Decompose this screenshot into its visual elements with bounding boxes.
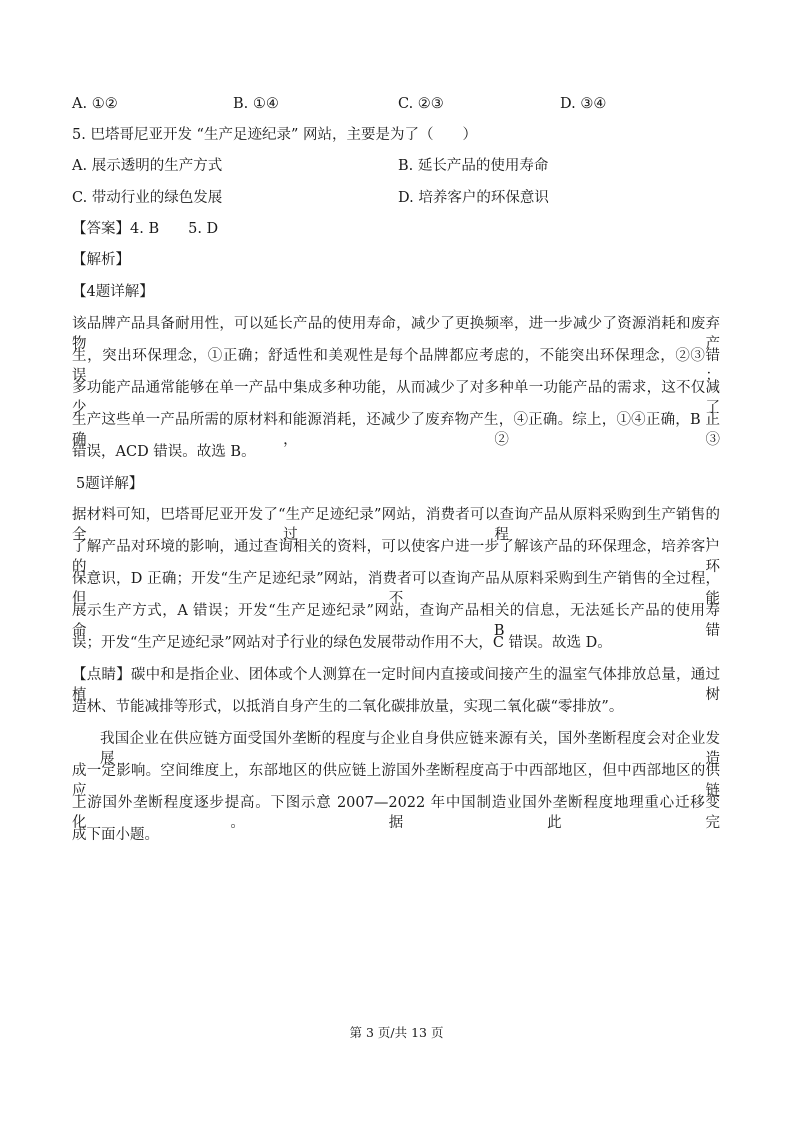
tip-line: 【点睛】碳中和是指企业、团体或个人测算在一定时间内直接或间接产生的温室气体排放总量，通过植树: [72, 667, 720, 703]
q4-detail-heading: 【4题详解】: [72, 284, 154, 300]
q4-detail-line: 多功能产品通常能够在单一产品中集成多种功能，从而减少了对多种单一功能产品的需求，这不仅减少了: [72, 380, 720, 416]
option-b: B. ①④: [233, 96, 279, 112]
q5-option-b: B. 延长产品的使用寿命: [398, 158, 549, 174]
q5-option-d: D. 培养客户的环保意识: [398, 190, 549, 206]
q4-detail-line: 该品牌产品具备耐用性，可以延长产品的使用寿命，减少了更换频率，进一步减少了资源消耗和废弃物产: [72, 316, 720, 352]
q5-detail-line: 了解产品对环境的影响，通过查询相关的资料，可以使客户进一步了解该产品的环保理念，培养客户的环: [72, 539, 720, 575]
option-a: A. ①②: [72, 96, 118, 112]
q4-detail-line: 生产这些单一产品所需的原材料和能源消耗，还减少了废弃物产生，④正确。综上，①④正确，B 正确，②③: [72, 412, 720, 448]
q5-detail-heading: 5题详解】: [76, 476, 144, 492]
tip-line: 造林、节能减排等形式，以抵消自身产生的二氧化碳排放量，实现二氧化碳“零排放”。: [72, 699, 624, 715]
answer-line: 【答案】4. B 5. D: [72, 221, 219, 237]
material-line: 成下面小题。: [72, 827, 159, 843]
q4-detail-line: 错误，ACD 错误。故选 B。: [72, 444, 256, 460]
material-line: 成一定影响。空间维度上，东部地区的供应链上游国外垄断程度高于中西部地区，但中西部地区的供应链: [72, 763, 720, 799]
q5-option-a: A. 展示透明的生产方式: [72, 158, 223, 174]
q4-detail-line: 生，突出环保理念，①正确；舒适性和美观性是每个品牌都应考虑的，不能突出环保理念，②③错误；: [72, 348, 720, 384]
q5-detail-line: 误；开发“生产足迹纪录”网站对于行业的绿色发展带动作用不大，C 错误。故选 D。: [72, 635, 612, 651]
question-5-stem: 5. 巴塔哥尼亚开发 “生产足迹纪录” 网站，主要是为了（ ）: [72, 127, 477, 143]
q5-option-c: C. 带动行业的绿色发展: [72, 190, 223, 206]
q5-detail-line: 据材料可知，巴塔哥尼亚开发了“生产足迹纪录”网站，消费者可以查询产品从原料采购到生产销售的全过程，: [72, 507, 720, 543]
material-line: 我国企业在供应链方面受国外垄断的程度与企业自身供应链来源有关，国外垄断程度会对企业发展造: [100, 731, 720, 767]
q5-detail-line: 保意识，D 正确；开发“生产足迹纪录”网站，消费者可以查询产品从原料采购到生产销售的全过程，但不能: [72, 571, 720, 607]
page-footer: 第 3 页/共 13 页: [349, 1025, 444, 1040]
q5-detail-line: 展示生产方式，A 错误；开发“生产足迹纪录”网站，查询产品相关的信息，无法延长产品的使用寿命，B 错: [72, 603, 720, 639]
analysis-heading: 【解析】: [72, 252, 130, 268]
option-c: C. ②③: [398, 96, 444, 112]
material-line: 上游国外垄断程度逐步提高。下图示意 2007—2022 年中国制造业国外垄断程度地理重心迁移变化。据此完: [72, 795, 720, 831]
option-d: D. ③④: [560, 96, 607, 112]
